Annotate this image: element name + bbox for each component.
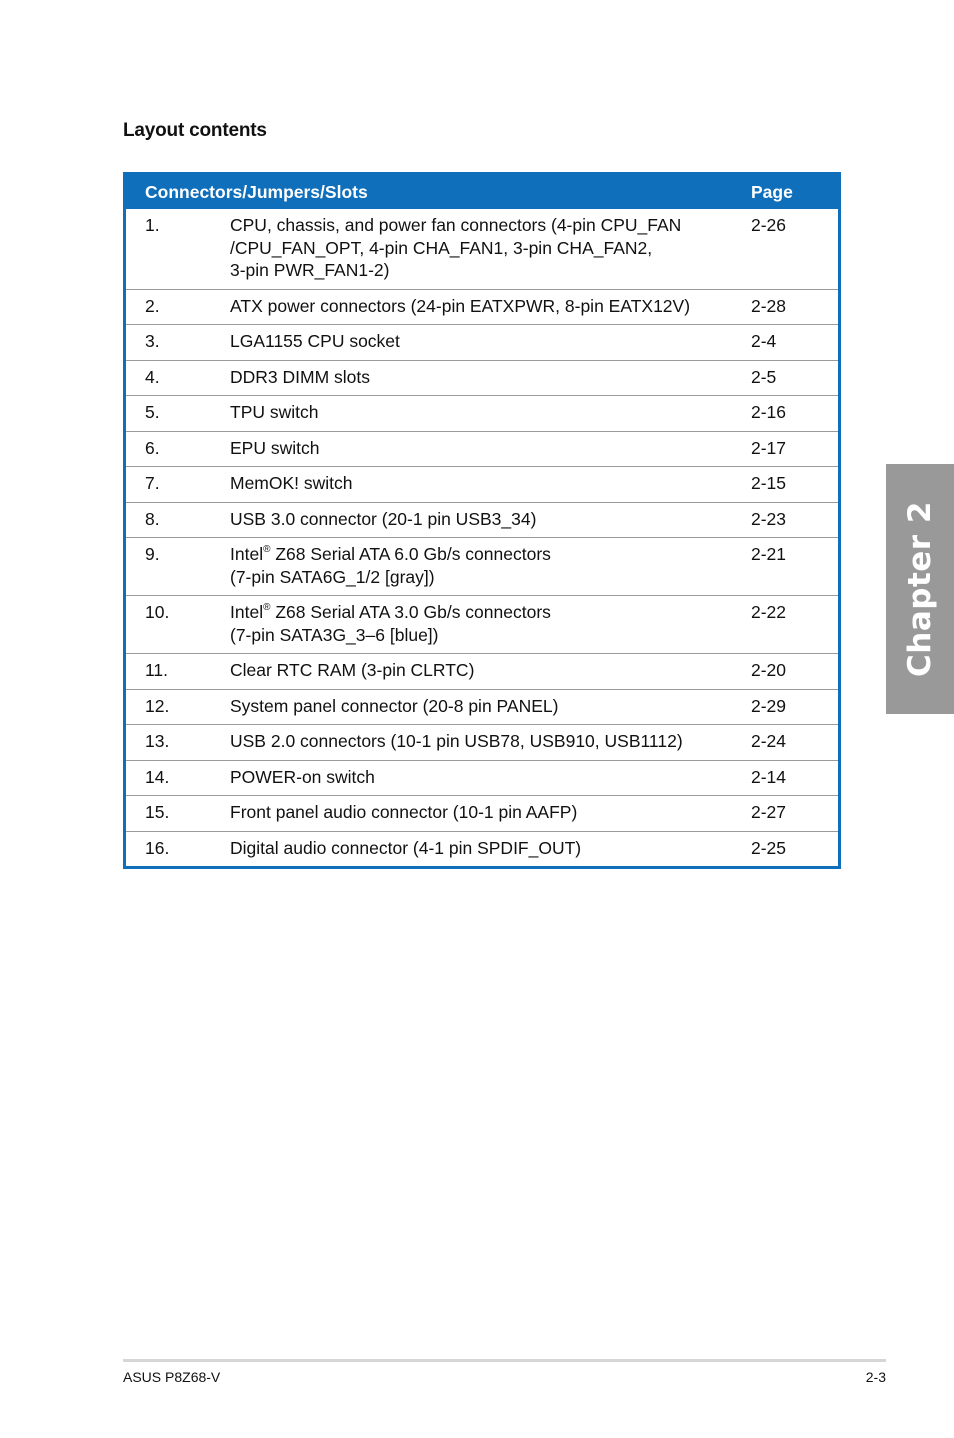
- row-description: [230, 289, 751, 325]
- row-number: 3.: [126, 325, 230, 361]
- chapter-tab-label: Chapter 2: [902, 501, 938, 677]
- row-description: [230, 796, 751, 832]
- registered-mark: ®: [263, 544, 271, 556]
- description-line: POWER-on switch: [230, 766, 375, 787]
- table-row: [126, 396, 838, 432]
- row-page: 2-17: [751, 431, 838, 467]
- description-line: LGA1155 CPU socket: [230, 331, 400, 351]
- row-page: 2-5: [751, 360, 838, 396]
- table-row: [126, 431, 838, 467]
- table-row: [126, 467, 838, 503]
- row-description: [230, 325, 751, 361]
- registered-mark: ®: [263, 602, 271, 614]
- description-line: USB 3.0 connector (20-1 pin USB3_34): [230, 508, 537, 529]
- row-number: 14.: [126, 760, 230, 796]
- column-header-item: Connectors/Jumpers/Slots: [126, 175, 751, 209]
- row-page: 2-26: [751, 215, 787, 235]
- row-number: 1.: [145, 215, 160, 235]
- row-page: 2-29: [751, 689, 838, 725]
- row-description: [230, 209, 751, 289]
- description-line: TPU switch: [230, 402, 319, 422]
- description-text: Z68 Serial ATA 3.0 Gb/s connectors: [270, 602, 551, 622]
- description-line: (7-pin SATA6G_1/2 [gray]): [230, 566, 435, 587]
- row-description: [230, 725, 751, 761]
- row-number: 8.: [126, 502, 230, 538]
- row-description: [230, 596, 751, 654]
- row-description: [230, 689, 751, 725]
- table-row: [126, 289, 838, 325]
- column-header-page: Page: [751, 175, 838, 209]
- row-description: [230, 831, 751, 866]
- row-number: 7.: [126, 467, 230, 503]
- layout-contents-table: [123, 172, 841, 869]
- description-line: (7-pin SATA3G_3–6 [blue]): [230, 624, 439, 645]
- description-line: [230, 601, 751, 624]
- description-text: Z68 Serial ATA 6.0 Gb/s connectors: [270, 544, 551, 564]
- table-row: [126, 502, 838, 538]
- row-page: 2-20: [751, 654, 838, 690]
- row-number: 11.: [126, 654, 230, 690]
- row-page: 2-28: [751, 289, 838, 325]
- description-line: MemOK! switch: [230, 473, 353, 493]
- row-description: [230, 654, 751, 690]
- table-row: [126, 796, 838, 832]
- table-body: [126, 209, 838, 866]
- row-page: 2-21: [751, 538, 838, 596]
- row-number: 6.: [126, 431, 230, 467]
- table-row: [126, 831, 838, 866]
- table-row: [126, 538, 838, 596]
- row-description: [230, 502, 751, 538]
- table-row: [126, 209, 838, 289]
- row-number: 5.: [126, 396, 230, 432]
- chapter-tab: [886, 464, 954, 714]
- row-page: 2-25: [751, 831, 838, 866]
- table-row: [126, 654, 838, 690]
- row-number: 9.: [126, 538, 230, 596]
- row-page: 2-14: [751, 760, 838, 796]
- row-page: 2-16: [751, 396, 838, 432]
- row-page: 2-22: [751, 596, 838, 654]
- row-description: [230, 538, 751, 596]
- description-line: Digital audio connector (4-1 pin SPDIF_OUT): [230, 837, 582, 858]
- table-row: [126, 689, 838, 725]
- description-line: DDR3 DIMM slots: [230, 366, 371, 387]
- row-number: 12.: [126, 689, 230, 725]
- row-number: 15.: [126, 796, 230, 832]
- footer-page-number: 2-3: [865, 1369, 886, 1385]
- row-number: 4.: [126, 360, 230, 396]
- row-page: 2-24: [751, 725, 838, 761]
- description-line: Clear RTC RAM (3-pin CLRTC): [230, 660, 475, 680]
- row-description: [230, 431, 751, 467]
- row-description: [230, 396, 751, 432]
- row-number: 13.: [126, 725, 230, 761]
- row-page: 2-4: [751, 325, 838, 361]
- description-line: /CPU_FAN_OPT, 4-pin CHA_FAN1, 3-pin CHA_FAN2,: [230, 237, 653, 258]
- table-row: [126, 360, 838, 396]
- description-line: Front panel audio connector (10-1 pin AAFP): [230, 802, 578, 822]
- table-row: [126, 725, 838, 761]
- section-heading: Layout contents: [123, 120, 267, 141]
- row-page: 2-23: [751, 502, 838, 538]
- description-line: [230, 543, 751, 566]
- brand-name: Intel: [230, 544, 264, 564]
- table-header-row: [126, 175, 838, 209]
- row-description: [230, 467, 751, 503]
- description-line: System panel connector (20-8 pin PANEL): [230, 695, 559, 716]
- footer-divider: [123, 1359, 886, 1362]
- description-line: USB 2.0 connectors (10-1 pin USB78, USB910, USB1112): [230, 731, 683, 751]
- row-description: [230, 760, 751, 796]
- table-row: [126, 596, 838, 654]
- row-description: [230, 360, 751, 396]
- description-line: CPU, chassis, and power fan connectors (4-pin CPU_FAN: [230, 215, 682, 235]
- description-line: EPU switch: [230, 437, 320, 458]
- footer-product-name: ASUS P8Z68-V: [123, 1369, 221, 1385]
- description-line: 3-pin PWR_FAN1-2): [230, 260, 390, 280]
- table-row: [126, 760, 838, 796]
- row-number: 10.: [126, 596, 230, 654]
- row-number: 2.: [126, 289, 230, 325]
- table-row: [126, 325, 838, 361]
- brand-name: Intel: [230, 602, 264, 622]
- row-number: 16.: [126, 831, 230, 866]
- row-page: 2-27: [751, 796, 838, 832]
- row-page: 2-15: [751, 467, 838, 503]
- description-line: ATX power connectors (24-pin EATXPWR, 8-pin EATX12V): [230, 295, 691, 316]
